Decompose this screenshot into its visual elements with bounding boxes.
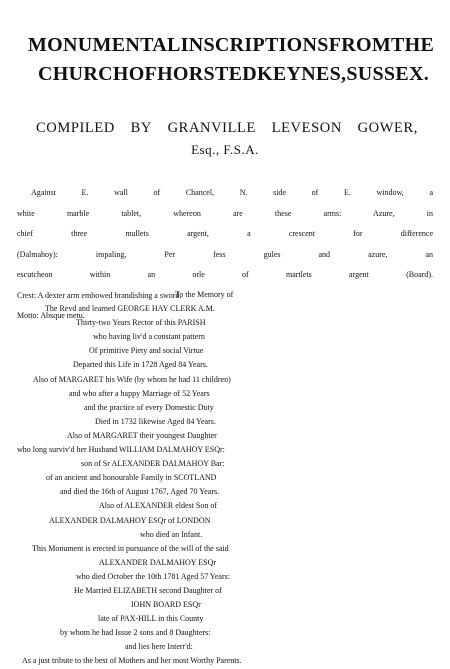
title-word: OF <box>128 63 158 85</box>
inscription-line: and lies here Interr'd: <box>125 642 193 652</box>
inscription-line: Departed this Life in 1728 Aged 84 Years. <box>73 360 208 370</box>
inscription-line: Of primitive Piety and social Virtue <box>89 346 204 356</box>
inscription-line: Also of MARGARET his Wife (by whom he had 11 children) <box>33 374 231 384</box>
title-word: FROM <box>328 34 392 56</box>
inscription-line: son of Sr ALEXANDER DALMAHOY Bar: <box>81 459 225 469</box>
description-line: chief three mullets argent, a crescent for difference <box>17 229 433 238</box>
description-line: Against E. wall of Chancel, N. side of E. window, a <box>31 188 433 197</box>
description-line: escutcheon within an orle of martlets argent (Board). <box>17 270 433 279</box>
inscription-line: The Revd and learned GEORGE HAY CLERK A.M. <box>45 304 215 314</box>
title-word: CHURCH <box>38 63 129 85</box>
inscription-line: who died October the 10th 1781 Aged 57 Years: <box>76 571 230 581</box>
compiler-word: GRANVILLE <box>167 120 256 136</box>
inscription-line: who having liv'd a constant pattern <box>93 332 205 342</box>
description-line: Motto: Absque metu. <box>17 311 85 320</box>
title-word: MONUMENTAL <box>28 34 181 56</box>
title-word: SUSSEX. <box>346 63 430 85</box>
description-line: (Dalmahoy): impaling, Per fess gules and azure, an <box>17 249 433 259</box>
title-line-2 <box>38 63 430 86</box>
title-word: KEYNES, <box>256 63 347 85</box>
compiler-word: LEVESON <box>271 120 342 136</box>
inscription-line: who long surviv'd her Husband WILLIAM DALMAHOY ESQr: <box>17 445 225 455</box>
inscription-line: and died the 16th of August 1767, Aged 70 Years. <box>60 487 220 497</box>
inscription-line: of an ancient and honourable Family in SCOTLAND <box>46 473 217 483</box>
inscription-line: late of PAX-HILL in this County <box>98 614 204 624</box>
inscription-line: Died in 1732 likewise Aged 84 Years. <box>95 416 216 426</box>
inscription-line: ALEXANDER DALMAHOY ESQr of LONDON <box>49 515 211 525</box>
inscription-line: As a just tribute to the best of Mothers and her most Worthy Parents. <box>22 656 242 666</box>
compiler-word: GOWER, <box>357 120 418 136</box>
inscription-line: and the practice of every Domestic Duty <box>84 402 214 412</box>
inscription-line: To the Memory of <box>175 290 234 299</box>
inscription-line: Thirty-two Years Rector of this PARISH <box>76 318 206 328</box>
description-line: Crest: A dexter arm embowed brandishing a sword. <box>17 290 182 300</box>
inscription-line: IOHN BOARD ESQr <box>131 600 201 610</box>
title-line-1 <box>28 34 435 57</box>
compiler-word: BY <box>130 120 152 136</box>
inscription-line: by whom he had Issue 2 sons and 8 Daughters: <box>60 628 211 638</box>
inscription-block <box>0 288 450 669</box>
title-word: THE <box>391 34 435 56</box>
inscription-line: He Married ELIZABETH second Daughter of <box>74 585 222 595</box>
description-line: white marble tablet, whereon are these arms: Azure, in <box>17 208 433 218</box>
compiler-credentials: Esq., F.S.A. <box>191 142 259 157</box>
inscription-line: and who after a happy Marriage of 52 Years <box>69 388 210 398</box>
compiler-word: COMPILED <box>36 120 115 136</box>
inscription-line: This Monument is erected in pursuance of the will of the said <box>32 543 229 553</box>
inscription-line: Also of ALEXANDER eldest Son of <box>99 501 217 511</box>
compiler-line <box>36 120 418 137</box>
inscription-line: who died an Infant. <box>140 529 203 539</box>
title-word: HORSTED <box>157 63 257 85</box>
title-word: INSCRIPTIONS <box>180 34 329 56</box>
inscription-line: ALEXANDER DALMAHOY ESQr <box>99 557 217 567</box>
inscription-line: Also of MARGARET their youngest Daughter <box>67 430 217 440</box>
